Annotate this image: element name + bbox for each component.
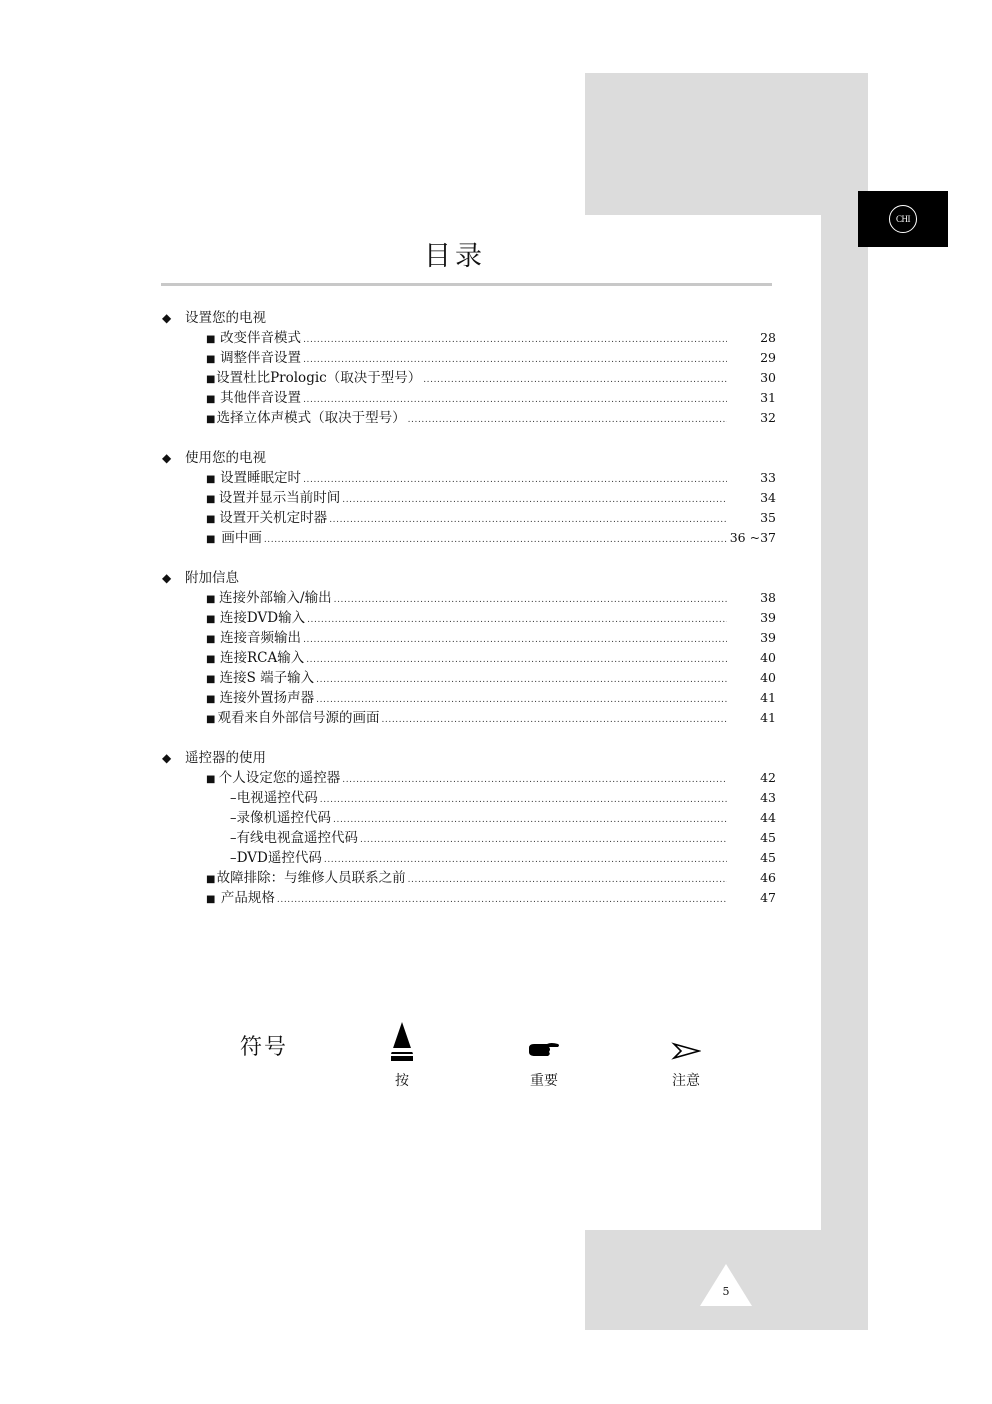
section-heading: ◆ 遥控器的使用 [162,750,266,766]
dot-leader [264,530,727,550]
page-ref: 41 [760,690,776,705]
square-bullet-icon: ■ [206,414,216,425]
dot-leader [316,690,727,710]
square-bullet-icon: ■ [206,594,216,605]
toc-sub-entry[interactable]: – 录像机遥控代码 ..... 44 [230,808,776,828]
dot-leader [334,590,727,610]
page-ref: 30 [760,370,776,385]
diamond-bullet-icon: ◆ [162,751,172,765]
toc-entry[interactable]: ■ 连接外置扬声器 ..... 41 [206,688,776,708]
page-ref: 43 [760,790,776,805]
dot-leader [381,710,727,730]
page-number: 5 [722,1285,730,1298]
symbols-heading: 符号 [240,1035,289,1060]
toc-entry[interactable]: ■ 连接DVD输入 ..... 39 [206,608,776,628]
toc-sub-entry[interactable]: – 有线电视盒遥控代码 ..... 45 [230,828,776,848]
dash-bullet: – [230,851,237,866]
page-ref: 34 [760,490,776,505]
dot-leader [303,630,727,650]
page-ref: 38 [760,590,776,605]
section-heading: ◆ 使用您的电视 [162,450,266,466]
dash-bullet: – [230,791,237,806]
language-badge: CHI [889,205,917,233]
toc-entry[interactable]: ■ 调整伴音设置 ..... 29 [206,348,776,368]
dot-leader [303,330,727,350]
toc-entry[interactable]: ■ 连接S 端子输入 ..... 40 [206,668,776,688]
toc-sub-entry[interactable]: – DVD遥控代码 ..... 45 [230,848,776,868]
dot-leader [277,890,727,910]
dot-leader [316,670,727,690]
toc-entry[interactable]: ■ 产品规格 ..... 47 [206,888,776,908]
square-bullet-icon: ■ [206,394,216,405]
toc-entry[interactable]: ■ 连接RCA输入 ..... 40 [206,648,776,668]
dot-leader [303,390,727,410]
toc-entry[interactable]: ■ 个人设定您的遥控器 ..... 42 [206,768,776,788]
square-bullet-icon: ■ [206,534,216,545]
square-bullet-icon: ■ [206,654,216,665]
symbol-note [656,1040,716,1090]
page-ref: 31 [760,390,776,405]
square-bullet-icon: ■ [206,614,216,625]
toc-entry[interactable]: ■ 连接外部输入/输出 ..... 38 [206,588,776,608]
page-ref: 45 [760,830,776,845]
toc-entry[interactable]: ■ 画中画 ..... 36 ~37 [206,528,776,548]
dot-leader [360,830,727,850]
toc-entry[interactable]: ■ 选择立体声模式（取决于型号） ..... 32 [206,408,776,428]
toc-entry[interactable]: ■ 设置并显示当前时间 ..... 34 [206,488,776,508]
square-bullet-icon: ■ [206,634,216,645]
page-ref: 46 [760,870,776,885]
symbol-note-label: 注意 [672,1073,700,1089]
dot-leader [320,790,727,810]
square-bullet-icon: ■ [206,374,216,385]
square-bullet-icon: ■ [206,674,216,685]
square-bullet-icon: ■ [206,714,216,725]
square-bullet-icon: ■ [206,514,216,525]
toc-entry[interactable]: ■ 其他伴音设置 ..... 31 [206,388,776,408]
square-bullet-icon: ■ [206,354,216,365]
page-ref: 45 [760,850,776,865]
press-icon [389,1022,415,1062]
page-ref: 29 [760,350,776,365]
square-bullet-icon: ■ [206,894,216,905]
dot-leader [333,810,727,830]
square-bullet-icon: ■ [206,694,216,705]
page-ref: 39 [760,630,776,645]
square-bullet-icon: ■ [206,474,216,485]
diamond-bullet-icon: ◆ [162,451,172,465]
page-title: 目录 [424,241,486,272]
square-bullet-icon: ■ [206,494,216,505]
toc-entry[interactable]: ■ 设置开关机定时器 ..... 35 [206,508,776,528]
page-ref: 40 [760,670,776,685]
page-ref: 42 [760,770,776,785]
dot-leader [306,650,727,670]
symbol-press [372,1022,432,1090]
dot-leader [307,610,727,630]
page-ref: 41 [760,710,776,725]
symbol-press-label: 按 [395,1073,409,1089]
dot-leader [329,510,727,530]
dot-leader [303,470,727,490]
square-bullet-icon: ■ [206,874,216,885]
toc-entry[interactable]: ■ 改变伴音模式 ..... 28 [206,328,776,348]
dot-leader [303,350,727,370]
diamond-bullet-icon: ◆ [162,311,172,325]
page-ref: 28 [760,330,776,345]
pointing-hand-icon [527,1040,561,1062]
dot-leader [408,870,727,890]
toc-entry[interactable]: ■ 故障排除：与维修人员联系之前 ..... 46 [206,868,776,888]
page-ref: 36 ~37 [729,530,776,545]
page-ref: 40 [760,650,776,665]
toc-entry[interactable]: ■ 设置杜比Prologic（取决于型号） ..... 30 [206,368,776,388]
dot-leader [423,370,727,390]
arrowhead-icon [671,1040,701,1062]
toc-entry[interactable]: ■ 设置睡眠定时 ..... 33 [206,468,776,488]
square-bullet-icon: ■ [206,334,216,345]
symbol-important [514,1040,574,1090]
dot-leader [342,490,727,510]
dot-leader [342,770,727,790]
toc-entry[interactable]: ■ 观看来自外部信号源的画面 ..... 41 [206,708,776,728]
toc-sub-entry[interactable]: – 电视遥控代码 ..... 43 [230,788,776,808]
dot-leader [408,410,727,430]
section-heading: ◆ 附加信息 [162,570,239,586]
square-bullet-icon: ■ [206,774,216,785]
symbol-important-label: 重要 [530,1073,558,1089]
dash-bullet: – [230,831,237,846]
dot-leader [324,850,727,870]
page-ref: 44 [760,810,776,825]
page-ref: 35 [760,510,776,525]
page-ref: 33 [760,470,776,485]
diamond-bullet-icon: ◆ [162,571,172,585]
page-ref: 47 [760,890,776,905]
section-heading: ◆ 设置您的电视 [162,310,266,326]
toc-entry[interactable]: ■ 连接音频输出 ..... 39 [206,628,776,648]
page-ref: 32 [760,410,776,425]
title-divider [161,283,772,286]
page-ref: 39 [760,610,776,625]
dash-bullet: – [230,811,237,826]
